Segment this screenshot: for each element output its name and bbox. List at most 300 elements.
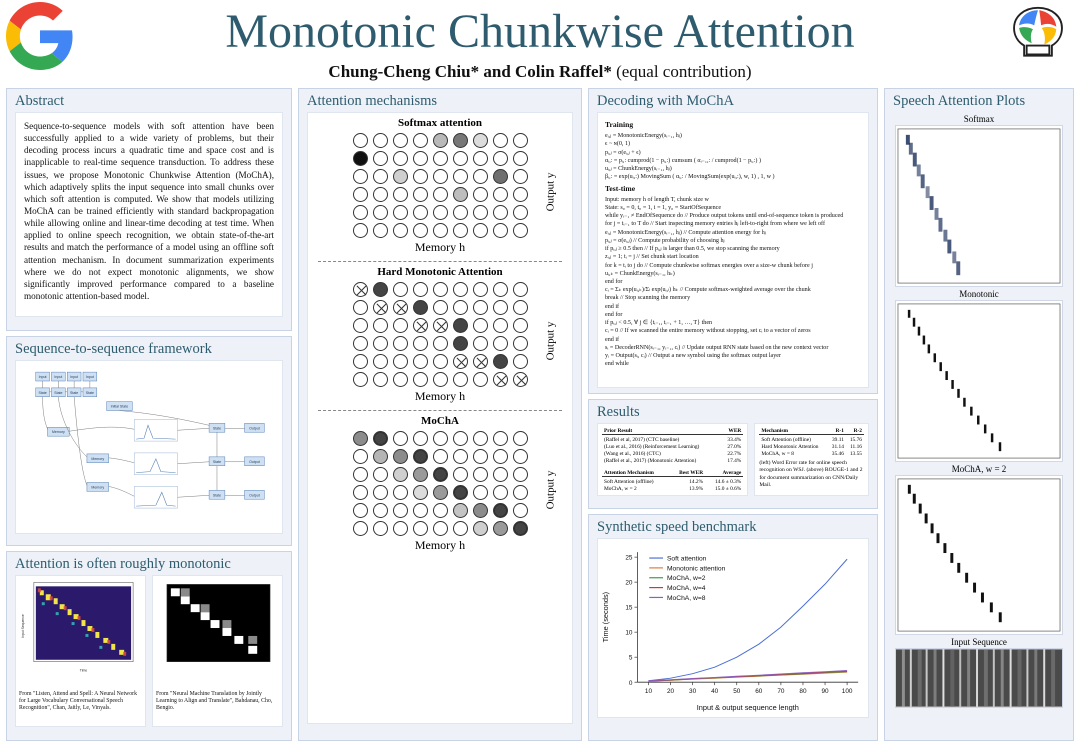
node: [513, 449, 528, 464]
node: [493, 282, 508, 297]
svg-text:40: 40: [711, 688, 719, 696]
node: [413, 372, 428, 387]
svg-text:Input: Input: [70, 375, 79, 380]
node: [493, 485, 508, 500]
cell: 35.46: [831, 450, 844, 457]
node: [353, 354, 368, 369]
input-spectrogram: [895, 648, 1063, 708]
grid-row: [353, 151, 528, 166]
node: [493, 205, 508, 220]
testtime-line: Input: memory h of length T, chunk size w: [605, 196, 709, 203]
node: [513, 282, 528, 297]
node: [473, 431, 488, 446]
node: [473, 336, 488, 351]
node: [373, 485, 388, 500]
table-row: [759, 443, 864, 450]
grid-row: [353, 282, 528, 297]
softmax-grid: [308, 131, 572, 238]
node: [373, 133, 388, 148]
cell: 22.7%: [727, 450, 742, 457]
softmax-alignment-svg: [896, 126, 1062, 286]
node: [393, 282, 408, 297]
cell: MoChA, w = 2: [604, 485, 637, 492]
th: R-2: [853, 427, 862, 434]
svg-text:90: 90: [821, 688, 829, 696]
svg-text:30: 30: [689, 688, 697, 696]
svg-text:Input: Input: [85, 375, 94, 380]
testtime-line: State: s₀ = 0, t₀ = 1, i = 1, y₀ = StartOfSequence: [605, 205, 722, 212]
attention-body: [307, 112, 573, 724]
node: [453, 300, 468, 315]
nmt-caption: From "Neural Machine Translation by Jointly Learning to Align and Translate", Bahdanau, Cho, Bengio.: [156, 691, 273, 712]
cell: 15.76: [849, 436, 862, 443]
testtime-line: break // Stop scanning the memory: [605, 295, 691, 302]
node: [493, 372, 508, 387]
node: [353, 485, 368, 500]
abstract-body: [15, 112, 283, 317]
cell: 15.0 ± 0.6%: [714, 485, 742, 492]
cell: 39.11: [831, 436, 844, 443]
panel-decoding: [588, 88, 878, 394]
node: [373, 205, 388, 220]
node: [493, 318, 508, 333]
node: [453, 282, 468, 297]
node: [393, 133, 408, 148]
table-row: [602, 478, 743, 485]
node: [493, 467, 508, 482]
node: [433, 300, 448, 315]
th: Prior Result: [604, 427, 633, 434]
results-caption: (left) Word Error rate for online speech recognition on WSJ. (above) ROUGE-1 and 2 for document summarization on CNN/Daily Mail.: [759, 460, 863, 488]
node: [473, 503, 488, 518]
node: [513, 336, 528, 351]
mocha-grid: [308, 429, 572, 536]
node: [453, 503, 468, 518]
monotonic-alignment-svg: [896, 301, 1062, 461]
las-attention-figure: [15, 575, 146, 727]
node: [393, 431, 408, 446]
speed-chart: [597, 538, 869, 718]
node: [453, 151, 468, 166]
node: [373, 300, 388, 315]
testtime-line: end for: [605, 311, 623, 318]
svg-text:Monotonic attention: Monotonic attention: [666, 565, 726, 573]
testtime-line: for k = tᵢ to j do // Compute chunkwise softmax energies over a size-w chunk before j: [605, 262, 813, 269]
speech-plot-title: Input Sequence: [951, 637, 1007, 647]
svg-text:State: State: [85, 390, 95, 395]
node: [513, 169, 528, 184]
svg-text:MoChA, w=8: MoChA, w=8: [666, 594, 706, 602]
grid-row: [353, 521, 528, 536]
node: [373, 372, 388, 387]
node: [353, 431, 368, 446]
table-row: [759, 450, 864, 457]
node: [493, 300, 508, 315]
poster-header: [0, 0, 1080, 85]
speech-title: Speech Attention Plots: [893, 93, 1026, 109]
cell: 33.4%: [727, 436, 742, 443]
node: [353, 151, 368, 166]
node: [433, 431, 448, 446]
panel-speech-plots: [884, 88, 1074, 741]
node: [353, 282, 368, 297]
node: [393, 467, 408, 482]
svg-text:10: 10: [625, 629, 633, 637]
th: Best WER: [679, 469, 704, 476]
node: [433, 169, 448, 184]
svg-text:Time (seconds): Time (seconds): [600, 591, 610, 643]
authors-names: Chung-Cheng Chiu* and Colin Raffel*: [328, 62, 612, 81]
svg-text:State: State: [212, 459, 222, 464]
node: [373, 318, 388, 333]
results-tables: [597, 423, 869, 496]
node: [513, 223, 528, 238]
node: [353, 169, 368, 184]
node: [453, 223, 468, 238]
softmax-memory-label: Memory h: [414, 240, 466, 254]
node: [373, 336, 388, 351]
panel-abstract: [6, 88, 292, 331]
node: [353, 503, 368, 518]
node: [493, 169, 508, 184]
softmax-attention-block: [308, 117, 572, 255]
node: [513, 300, 528, 315]
node: [393, 151, 408, 166]
svg-text:State: State: [212, 493, 222, 498]
testtime-line: cᵢ = 0 // If we scanned the entire memory without stopping, set cᵢ to a vector of zeros: [605, 328, 811, 335]
node: [433, 223, 448, 238]
softmax-heading: Softmax attention: [397, 117, 483, 129]
svg-text:Output: Output: [249, 426, 260, 431]
las-caption: From "Listen, Attend and Spell: A Neural Network for Large Vocabulary Conversational Speech Recognition", Chan, Jaitly, Le, Vinyals.: [19, 691, 137, 712]
node: [393, 300, 408, 315]
brain-logo: [1006, 4, 1070, 62]
node: [473, 151, 488, 166]
node: [413, 318, 428, 333]
svg-text:Soft attention: Soft attention: [666, 555, 707, 563]
cell: (Wang et al., 2016) (CTC): [604, 450, 661, 457]
node: [493, 354, 508, 369]
node: [473, 485, 488, 500]
node: [513, 205, 528, 220]
node: [453, 449, 468, 464]
node: [473, 133, 488, 148]
node: [353, 223, 368, 238]
divider: [318, 410, 562, 411]
node: [393, 521, 408, 536]
node: [453, 336, 468, 351]
page-title: Monotonic Chunkwise Attention: [225, 5, 855, 58]
decoding-algorithm: [597, 112, 869, 388]
grid-row: [353, 431, 528, 446]
node: [413, 354, 428, 369]
node: [413, 151, 428, 166]
node: [413, 485, 428, 500]
grid-row: [353, 133, 528, 148]
node: [493, 133, 508, 148]
softmax-output-label: Output y: [544, 172, 557, 212]
node: [413, 449, 428, 464]
seq2seq-diagram: [16, 361, 282, 533]
svg-text:100: 100: [841, 688, 853, 696]
node: [433, 485, 448, 500]
node: [453, 485, 468, 500]
node: [513, 133, 528, 148]
grid-row: [353, 485, 528, 500]
speech-plot-title: MoChA, w = 2: [951, 464, 1007, 474]
node: [373, 223, 388, 238]
svg-text:Input Sequence: Input Sequence: [20, 614, 25, 638]
cell: 14.2%: [689, 478, 704, 485]
table-row: [602, 457, 743, 464]
svg-text:MoChA, w=2: MoChA, w=2: [666, 575, 706, 583]
node: [353, 521, 368, 536]
th: R-1: [835, 427, 844, 434]
node: [473, 372, 488, 387]
seq2seq-title: Sequence-to-sequence framework: [15, 341, 212, 357]
svg-text:Initial State: Initial State: [110, 404, 129, 409]
svg-text:Output: Output: [249, 459, 260, 464]
results-table-wsj: [597, 423, 748, 496]
svg-text:25: 25: [625, 554, 633, 562]
mocha-alignment-plot: [895, 475, 1063, 635]
node: [493, 431, 508, 446]
testtime-line: for j = tᵢ₋₁ to T do // Start inspecting memory entries hⱼ left-to-right from where we left off: [605, 221, 826, 228]
svg-text:Memory: Memory: [91, 485, 105, 490]
grid-row: [353, 205, 528, 220]
node: [453, 372, 468, 387]
th: Mechanism: [761, 427, 788, 434]
node: [433, 449, 448, 464]
node: [373, 467, 388, 482]
grid-row: [353, 449, 528, 464]
node: [473, 300, 488, 315]
node: [413, 223, 428, 238]
cell: 11.16: [850, 443, 862, 450]
node: [513, 521, 528, 536]
nmt-plot: [153, 576, 282, 684]
spectrogram-svg: [896, 649, 1062, 707]
training-line: ϵ ~ ɴ(0, 1): [605, 141, 631, 148]
cell: (Raffel et al, 2017) (CTC baseline): [604, 436, 680, 443]
node: [513, 431, 528, 446]
authors: [0, 62, 1080, 82]
testtime-line: eᵢ,ⱼ = MonotonicEnergy(sᵢ₋₁, hⱼ) // Compute attention energy for hⱼ: [605, 229, 766, 236]
testtime-line: uᵢ,ₖ = ChunkEnergy(sᵢ₋₁, hₖ): [605, 270, 675, 277]
monotonic-alignment-plot: [895, 300, 1063, 462]
abstract-text: Sequence-to-sequence models with soft attention have been successfully applied to a wide variety of problems, but their decoding process incurs a quadratic time and space cost and is inapplicable to real-time sequence transduction. To address these issues, we propose Monotonic Chunkwise Attention (MoChA), which adaptively splits the input sequence into small chunks over which soft attention is computed. We show that models utilizing MoChA can be trained efficiently with standard backpropagation while allowing online and linear-time decoding at test time. When applied to online speech recognition, we obtain state-of-the-art results and match the performance of a model using an offline soft attention mechanism. In document summarization experiments where we do not expect monotonic alignments, we show significantly improved performance compared to a baseline monotonic attention-based model.: [24, 121, 274, 301]
node: [433, 187, 448, 202]
training-line: βᵢ,: = exp(uᵢ,:) MovingSum ( αᵢ,: / MovingSum(exp(uᵢ,:), w, 1) , 1, w ): [605, 174, 775, 181]
node: [493, 503, 508, 518]
node: [473, 318, 488, 333]
node: [373, 431, 388, 446]
training-line: uᵢ,ⱼ = ChunkEnergy(sᵢ₋₁, hⱼ): [605, 166, 672, 173]
testtime-line: end if: [605, 336, 620, 343]
nmt-attention-figure: [152, 575, 283, 727]
svg-text:20: 20: [666, 688, 675, 696]
node: [493, 449, 508, 464]
node: [353, 372, 368, 387]
google-logo: [6, 2, 74, 70]
svg-text:Time: Time: [79, 668, 88, 673]
node: [353, 187, 368, 202]
node: [413, 521, 428, 536]
testtime-line: pᵢ,ⱼ = σ(eᵢ,ⱼ) // Compute probability of choosing hⱼ: [605, 237, 725, 244]
grid-row: [353, 169, 528, 184]
grid-row: [353, 187, 528, 202]
node: [393, 503, 408, 518]
svg-text:Memory: Memory: [91, 456, 105, 461]
node: [433, 318, 448, 333]
abstract-title: Abstract: [15, 93, 65, 109]
svg-text:Input: Input: [54, 375, 63, 380]
svg-text:Input & output sequence length: Input & output sequence length: [696, 702, 799, 712]
node: [393, 485, 408, 500]
cell: Hard Monotonic Attention: [761, 443, 819, 450]
training-line: pᵢ,ⱼ = σ(eᵢ,ⱼ + ϵ): [605, 149, 641, 156]
mocha-memory-label: Memory h: [414, 538, 466, 552]
testtime-line: cᵢ = Σₖ exp(uᵢ,ₖ)/Σₗ exp(uᵢ,ₗ) hₖ // Compute softmax-weighted average over the chunk: [605, 287, 811, 294]
training-line: eᵢ,ⱼ = MonotonicEnergy(sᵢ₋₁, hⱼ): [605, 133, 682, 140]
node: [393, 205, 408, 220]
cell: 13.55: [849, 450, 862, 457]
hard-monotonic-block: [308, 266, 572, 404]
cell: (Luo et al., 2016) (Reinforcement Learning): [604, 443, 700, 450]
node: [373, 151, 388, 166]
th: WER: [728, 427, 742, 434]
node: [413, 169, 428, 184]
table-row: [602, 443, 743, 450]
node: [513, 318, 528, 333]
node: [373, 169, 388, 184]
node: [473, 205, 488, 220]
testtime-line: while yᵢ₋₁ ≠ EndOfSequence do // Produce output tokens until end-of-sequence token is produced: [605, 213, 844, 220]
node: [493, 521, 508, 536]
testtime-line: if pᵢ,ⱼ ≥ 0.5 then // If pᵢ,ⱼ is larger than 0.5, we stop scanning the memory: [605, 246, 780, 253]
table-row: [602, 450, 743, 457]
svg-text:80: 80: [799, 688, 807, 696]
node: [393, 187, 408, 202]
svg-text:15: 15: [625, 604, 633, 612]
svg-text:Input: Input: [38, 375, 47, 380]
node: [433, 151, 448, 166]
svg-text:0: 0: [628, 679, 633, 687]
softmax-alignment-plot: [895, 125, 1063, 287]
node: [493, 336, 508, 351]
node: [473, 223, 488, 238]
testtime-line: yᵢ = Output(sᵢ, cᵢ) // Output a new symbol using the softmax output layer: [605, 352, 782, 359]
node: [413, 282, 428, 297]
node: [453, 521, 468, 536]
wsj-table: [602, 427, 743, 464]
node: [433, 467, 448, 482]
node: [393, 336, 408, 351]
table-row: [602, 485, 743, 492]
testtime-line: if pᵢ,ⱼ < 0.5, ∀ j ∈ {tᵢ₋₁, tᵢ₋₁ + 1, …, T} then: [605, 320, 713, 327]
node: [453, 318, 468, 333]
node: [513, 151, 528, 166]
cell: Soft Attention (offline): [604, 478, 654, 485]
speed-chart-svg: [598, 539, 868, 717]
cell: 27.0%: [727, 443, 742, 450]
svg-text:Memory: Memory: [51, 430, 65, 435]
training-line: αᵢ,: = pᵢ,: cumprod(1 − pᵢ,:) cumsum ( αᵢ₋₁,: / cumprod(1 − pᵢ,:) ): [605, 157, 761, 164]
speech-plot-title: Softmax: [963, 114, 995, 124]
node: [433, 133, 448, 148]
node: [373, 449, 388, 464]
testtime-heading: Test-time: [605, 183, 636, 193]
node: [353, 133, 368, 148]
node: [393, 449, 408, 464]
node: [413, 300, 428, 315]
svg-text:Output: Output: [249, 493, 260, 498]
mocha-alignment-svg: [896, 476, 1062, 634]
training-heading: Training: [605, 120, 634, 129]
monotonic-memory-label: Memory h: [414, 389, 466, 403]
monotonic-output-label: Output y: [544, 321, 557, 361]
node: [373, 354, 388, 369]
node: [433, 354, 448, 369]
node: [453, 205, 468, 220]
node: [513, 467, 528, 482]
node: [413, 336, 428, 351]
node: [433, 282, 448, 297]
svg-text:5: 5: [628, 654, 633, 662]
svg-text:10: 10: [644, 688, 653, 696]
mocha-heading: MoChA: [421, 415, 459, 427]
las-plot: [16, 576, 145, 684]
mocha-block: [308, 415, 572, 553]
node: [413, 503, 428, 518]
node: [473, 521, 488, 536]
grid-row: [353, 300, 528, 315]
node: [393, 354, 408, 369]
svg-text:State: State: [38, 390, 47, 395]
wsj-table-2: [602, 469, 743, 492]
svg-text:60: 60: [755, 688, 763, 696]
th: Attention Mechanism: [604, 469, 654, 476]
testtime-line: sᵢ = DecoderRNN(sᵢ₋₁, yᵢ₋₁, cᵢ) // Update output RNN state based on the new context vector: [605, 344, 829, 351]
panel-attention-mechanisms: [298, 88, 582, 741]
cell: 14.6 ± 0.3%: [714, 478, 742, 485]
svg-text:State: State: [54, 390, 63, 395]
node: [413, 205, 428, 220]
node: [513, 354, 528, 369]
node: [493, 187, 508, 202]
node: [413, 431, 428, 446]
divider: [318, 261, 562, 262]
node: [473, 449, 488, 464]
node: [433, 205, 448, 220]
node: [353, 467, 368, 482]
node: [353, 336, 368, 351]
node: [433, 372, 448, 387]
cell: Soft Attention (offline): [761, 436, 811, 443]
cell: 13.9%: [689, 485, 704, 492]
node: [473, 467, 488, 482]
node: [513, 503, 528, 518]
testtime-line: zᵢ,ⱼ = 1; tᵢ = j // Set chunk start location: [605, 254, 699, 261]
node: [373, 282, 388, 297]
panel-speed-benchmark: [588, 514, 878, 741]
node: [453, 354, 468, 369]
table-row: [759, 436, 864, 443]
svg-text:50: 50: [733, 688, 741, 696]
node: [353, 318, 368, 333]
node: [493, 223, 508, 238]
panel-seq2seq: [6, 336, 292, 546]
